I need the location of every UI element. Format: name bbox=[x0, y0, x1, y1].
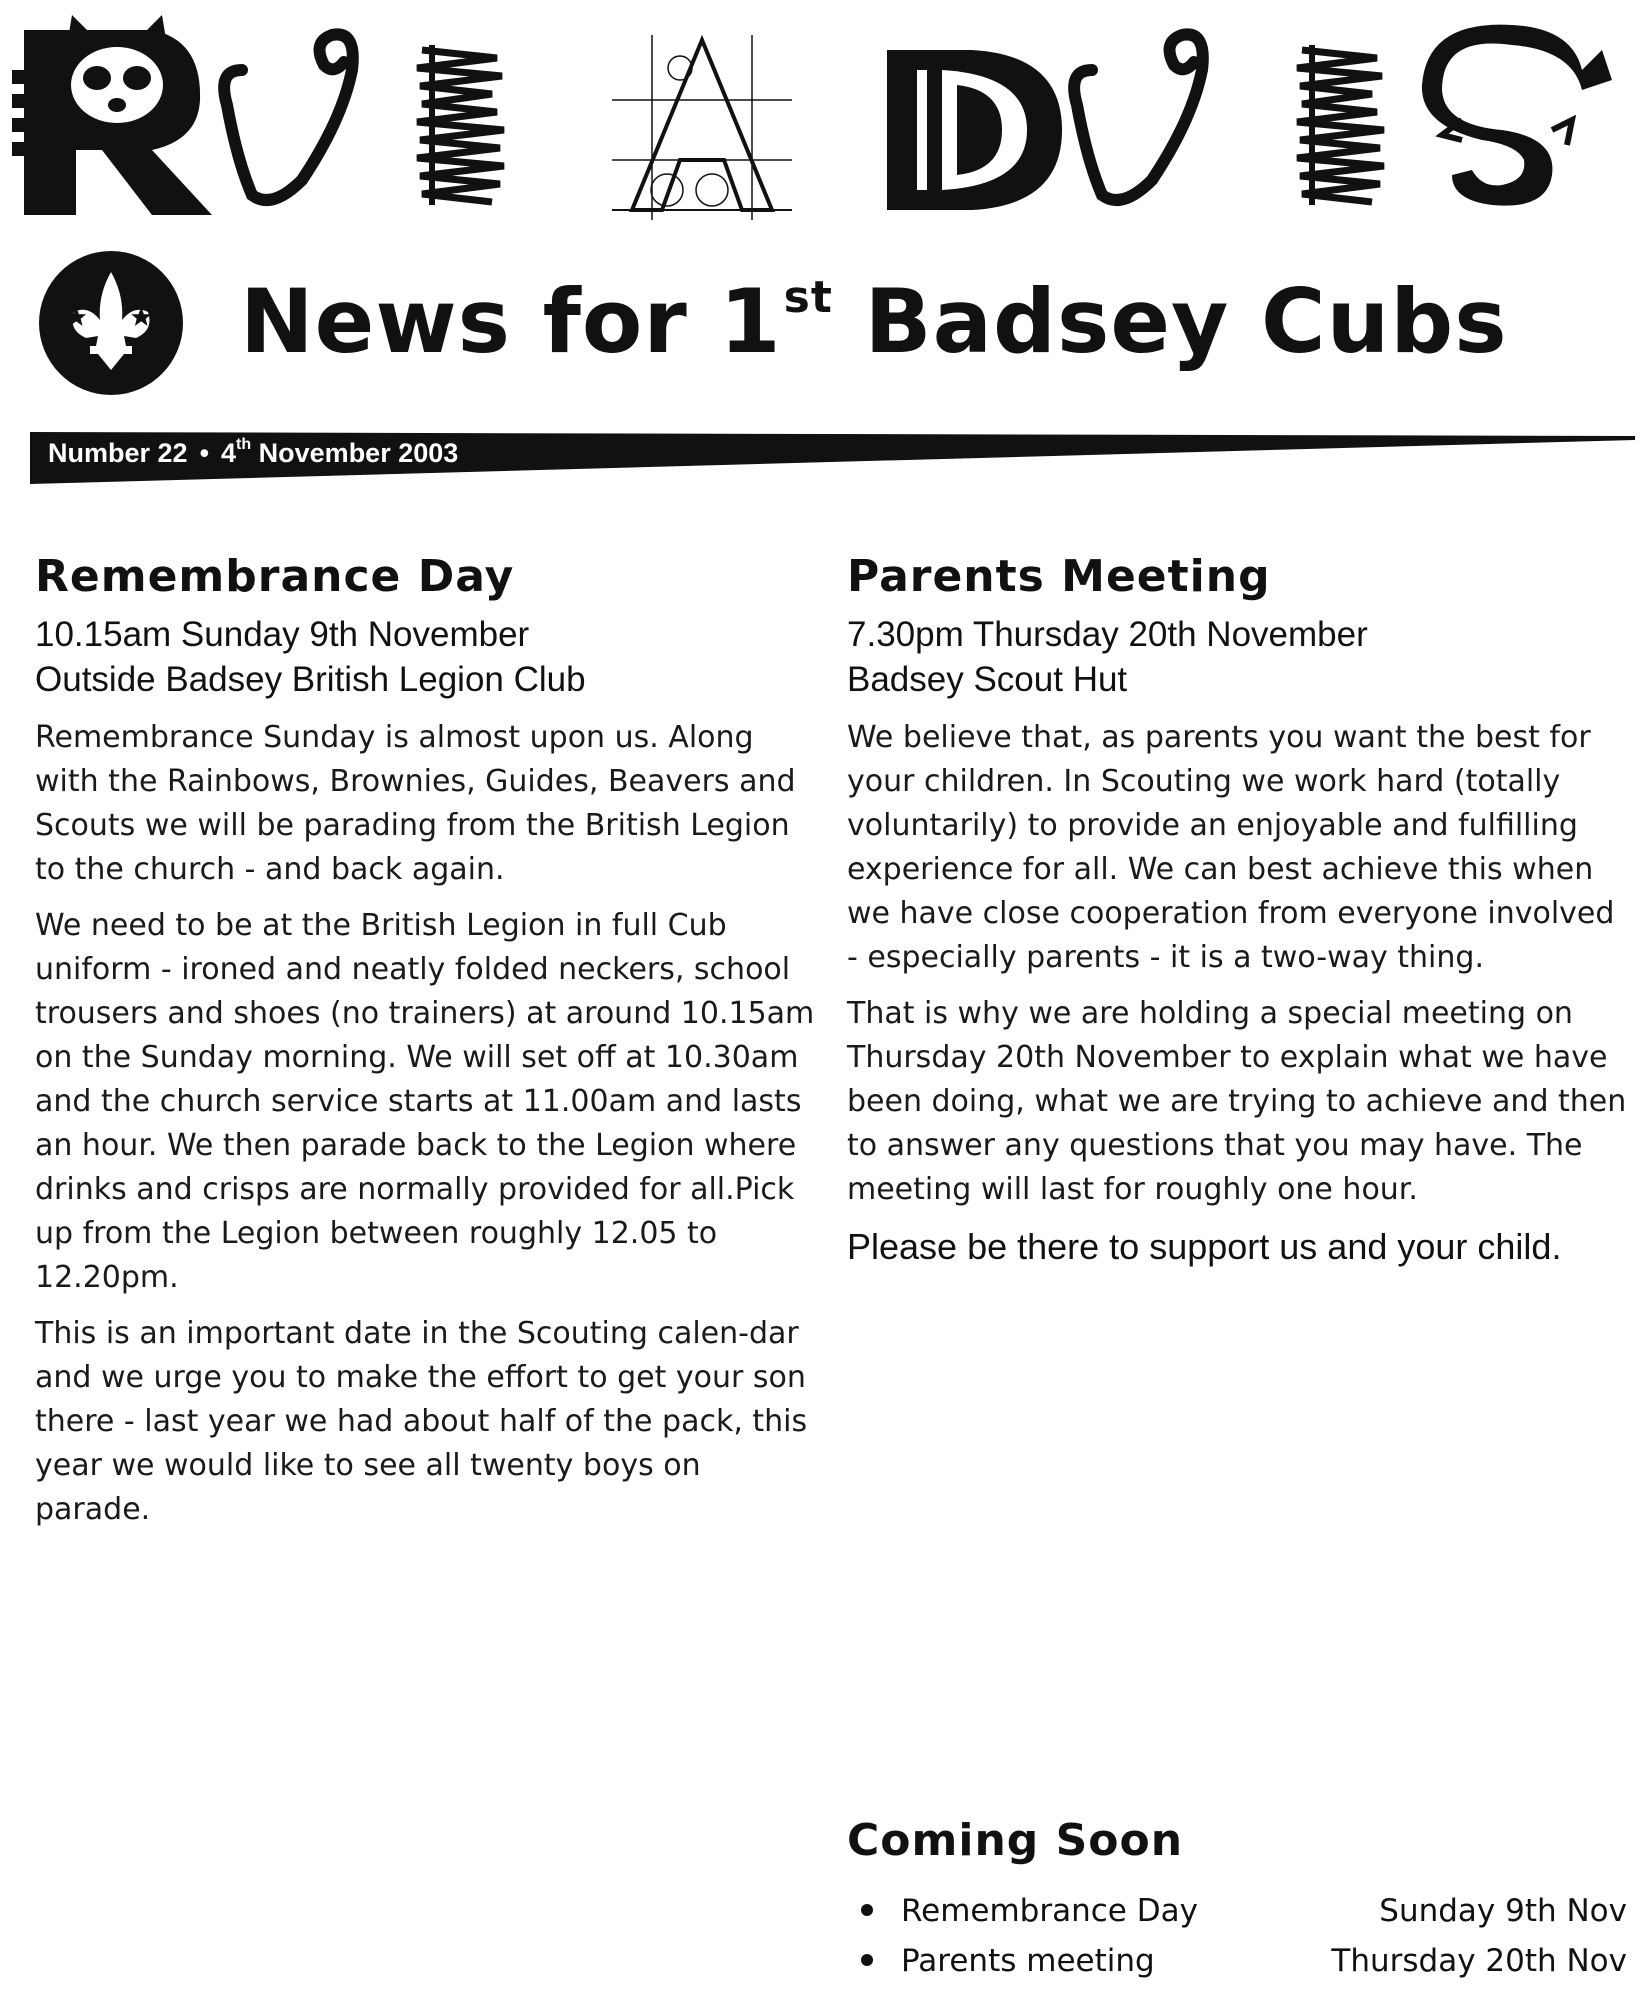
remembrance-time: 10.15am Sunday 9th November bbox=[35, 615, 530, 654]
issue-number: Number 22 bbox=[48, 438, 188, 468]
coming-soon-title: Coming Soon bbox=[847, 1815, 1184, 1866]
letter-u-swirl-icon bbox=[224, 34, 353, 200]
parents-meeting-paragraph: We believe that, as parents you want the best for your children. In Scouting we work hard (totally voluntarily) to provide an enjoyable and fulfilling experience for all. We can best achieve this when we have close cooperation from everyone involved - especially parents - it is a two-way thing. bbox=[847, 720, 1615, 975]
remembrance-section bbox=[35, 548, 815, 1532]
list-item bbox=[847, 1936, 1627, 1986]
letter-s-seahorse-icon bbox=[1422, 25, 1612, 206]
remembrance-title: Remembrance Day bbox=[35, 551, 515, 602]
masthead-logo bbox=[12, 10, 1632, 240]
event-name: Parents meeting bbox=[901, 1943, 1155, 1979]
issue-bar bbox=[30, 428, 1635, 488]
list-item bbox=[847, 1886, 1627, 1936]
letter-r-raccoon-icon bbox=[12, 15, 212, 215]
issue-info: Number 22 • 4th November 2003 bbox=[48, 436, 459, 468]
event-date: Thursday 20th Nov bbox=[1331, 1943, 1627, 1979]
issue-date: 4th November 2003 bbox=[221, 436, 459, 468]
bullet-icon bbox=[861, 1954, 873, 1966]
scout-emblem-icon bbox=[38, 250, 184, 396]
event-date: Sunday 9th Nov bbox=[1379, 1893, 1627, 1929]
remembrance-paragraph: Remembrance Sunday is almost upon us. Along with the Rainbows, Brownies, Guides, Beavers and Scouts we will be parading from the British Legion to the church - and back again. bbox=[35, 720, 796, 887]
letter-d-slab-icon bbox=[887, 50, 1062, 210]
parents-meeting-closing: Please be there to support us and your child. bbox=[847, 1226, 1562, 1267]
newsletter-title: News for 1st Badsey Cubs bbox=[240, 270, 1508, 373]
remembrance-paragraph: This is an important date in the Scouting calen-dar and we urge you to make the effort to get your son there - last year we had about half of the pack, this year we would like to see all twenty boys on parade. bbox=[35, 1316, 808, 1527]
event-name: Remembrance Day bbox=[901, 1893, 1198, 1929]
parents-meeting-place: Badsey Scout Hut bbox=[847, 660, 1128, 699]
letter-b-zigzag-icon bbox=[417, 45, 504, 205]
coming-soon-section bbox=[847, 1812, 1627, 1986]
letter-u-swirl-icon bbox=[1074, 34, 1203, 200]
parents-meeting-section bbox=[847, 548, 1627, 1270]
parents-meeting-time: 7.30pm Thursday 20th November bbox=[847, 615, 1368, 654]
remembrance-place: Outside Badsey British Legion Club bbox=[35, 660, 586, 699]
letter-b-zigzag-icon bbox=[1297, 45, 1384, 205]
parents-meeting-title: Parents Meeting bbox=[847, 551, 1271, 602]
letter-a-drafting-icon bbox=[612, 35, 792, 220]
bullet-icon bbox=[861, 1904, 873, 1916]
parents-meeting-paragraph: That is why we are holding a special meeting on Thursday 20th November to explain what we have been doing, what we are trying to achieve and then to answer any questions that you may have. The meeting will last for roughly one hour. bbox=[847, 996, 1627, 1207]
remembrance-paragraph: We need to be at the British Legion in full Cub uniform - ironed and neatly folded neckers, school trousers and shoes (no trainers) at around 10.15am on the Sunday morning. We will set off at 10.30am and the church service starts at 11.00am and lasts an hour. We then parade back to the Legion where drinks and crisps are normally provided for all.Pick up from the Legion between roughly 12.05 to 12.20pm. bbox=[35, 908, 815, 1295]
